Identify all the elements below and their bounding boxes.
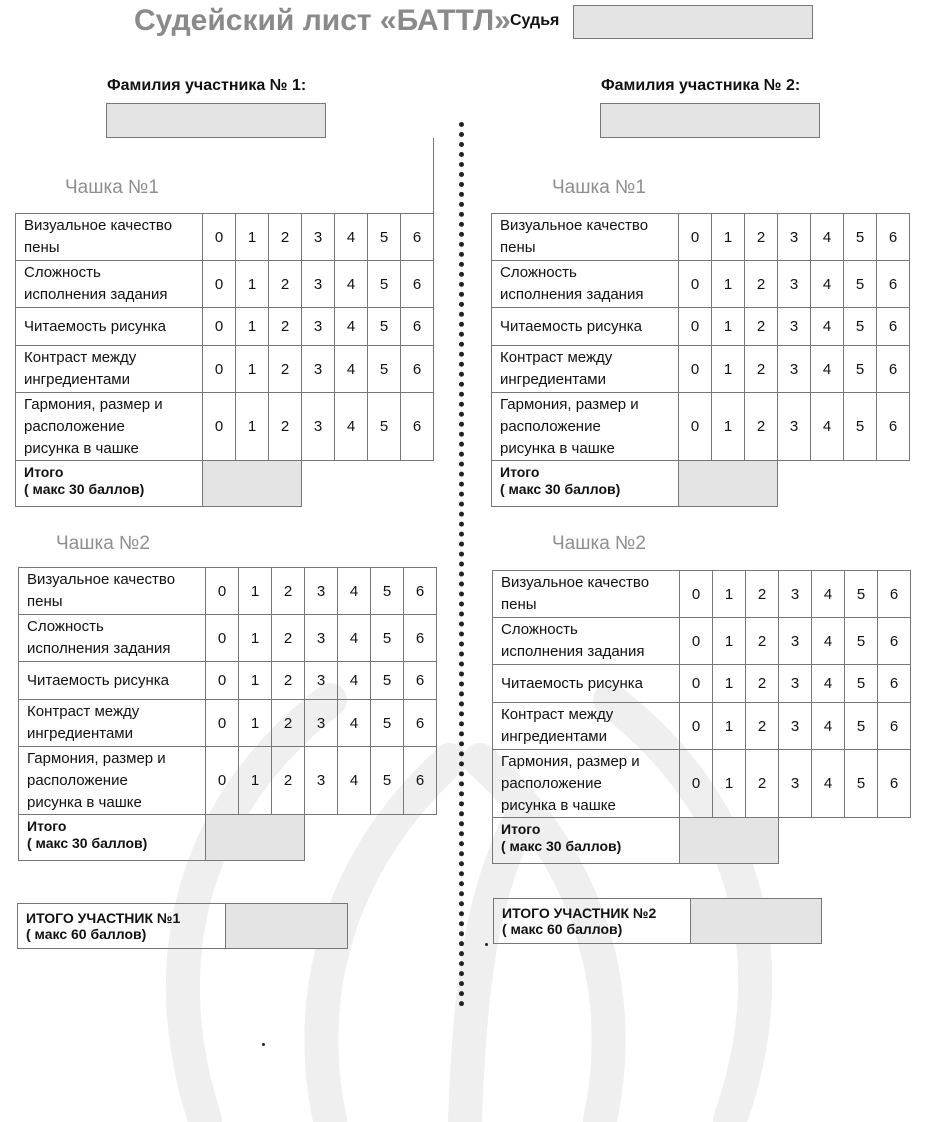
- criterion-label-line: исполнения задания: [24, 286, 168, 303]
- criterion-label-line: Гармония, размер и: [501, 752, 640, 770]
- score-option[interactable]: 4: [812, 703, 845, 750]
- score-option[interactable]: 1: [239, 747, 272, 815]
- criterion-row: [19, 662, 437, 700]
- score-option[interactable]: 2: [746, 750, 779, 818]
- criterion-label-line: пены: [27, 593, 63, 610]
- score-option[interactable]: 0: [679, 393, 712, 461]
- score-option[interactable]: 4: [811, 261, 844, 308]
- criterion-label: [19, 615, 206, 662]
- score-option[interactable]: 5: [844, 393, 877, 461]
- score-option[interactable]: 4: [335, 214, 368, 261]
- score-option[interactable]: 1: [713, 571, 746, 618]
- center-divider: [459, 122, 464, 1007]
- criterion-label-line: Визуальное качество: [24, 217, 173, 234]
- score-option[interactable]: 3: [305, 662, 338, 700]
- cup-total-row: [18, 815, 305, 861]
- score-option[interactable]: 3: [778, 346, 811, 393]
- score-option[interactable]: 3: [778, 214, 811, 261]
- criterion-label-line: Сложность: [501, 621, 578, 638]
- criterion-row: [19, 700, 437, 747]
- criterion-label-line: Контраст между: [500, 349, 613, 366]
- score-option[interactable]: 3: [305, 615, 338, 662]
- score-option[interactable]: 3: [302, 214, 335, 261]
- criterion-label: [19, 662, 206, 700]
- cup-title: Чашка №1: [65, 177, 159, 198]
- score-option[interactable]: 0: [206, 662, 239, 700]
- score-option[interactable]: 2: [269, 346, 302, 393]
- criterion-label-line: Читаемость рисунка: [501, 674, 644, 692]
- score-option[interactable]: 3: [778, 308, 811, 346]
- criterion-label: [493, 750, 680, 818]
- score-option[interactable]: 6: [401, 261, 434, 308]
- criterion-row: [493, 703, 911, 750]
- cup-title: Чашка №1: [552, 177, 646, 198]
- score-option[interactable]: 5: [371, 568, 404, 615]
- score-option[interactable]: 5: [371, 615, 404, 662]
- criterion-label-line: ингредиентами: [500, 371, 606, 388]
- criterion-label-line: Читаемость рисунка: [27, 671, 170, 689]
- criterion-row: [16, 261, 434, 308]
- score-option[interactable]: 1: [236, 214, 269, 261]
- score-option[interactable]: 2: [269, 393, 302, 461]
- score-option[interactable]: 0: [206, 747, 239, 815]
- score-option[interactable]: 6: [404, 615, 437, 662]
- score-table: [18, 567, 437, 815]
- score-option[interactable]: 3: [302, 346, 335, 393]
- score-option[interactable]: 2: [269, 261, 302, 308]
- criterion-label: [492, 346, 679, 393]
- stray-dot: [262, 1043, 265, 1046]
- criterion-row: [16, 214, 434, 261]
- score-option[interactable]: 5: [368, 346, 401, 393]
- cup-total-row: [492, 818, 779, 864]
- criterion-label: [16, 346, 203, 393]
- cup-total-label-cell: [19, 815, 206, 860]
- criterion-label: [493, 618, 680, 665]
- criterion-label-line: расположение: [24, 417, 125, 435]
- score-option[interactable]: 6: [401, 214, 434, 261]
- criterion-label: [16, 214, 203, 261]
- score-option[interactable]: 3: [302, 393, 335, 461]
- grand-total-participant-2: [493, 898, 822, 944]
- score-option[interactable]: 3: [305, 747, 338, 815]
- score-option[interactable]: 3: [779, 750, 812, 818]
- score-option[interactable]: 1: [713, 750, 746, 818]
- score-option[interactable]: 0: [680, 571, 713, 618]
- criterion-row: [492, 346, 910, 393]
- score-option[interactable]: 1: [712, 214, 745, 261]
- criterion-label-line: Гармония, размер и: [27, 749, 166, 767]
- score-option[interactable]: 6: [878, 750, 911, 818]
- score-option[interactable]: 3: [302, 308, 335, 346]
- score-option[interactable]: 4: [811, 308, 844, 346]
- score-option[interactable]: 5: [844, 261, 877, 308]
- criterion-label-line: ингредиентами: [24, 371, 130, 388]
- score-option[interactable]: 0: [203, 214, 236, 261]
- score-option[interactable]: 6: [404, 747, 437, 815]
- criterion-label-line: Визуальное качество: [500, 217, 649, 234]
- cup-total-label: Итого: [501, 821, 541, 837]
- grand-total-label: ИТОГО УЧАСТНИК №2: [502, 905, 657, 921]
- criterion-label: [493, 571, 680, 618]
- score-option[interactable]: 3: [779, 571, 812, 618]
- criterion-label-line: рисунка в чашке: [24, 439, 139, 457]
- score-option[interactable]: 0: [206, 568, 239, 615]
- score-option[interactable]: 4: [812, 618, 845, 665]
- criterion-row: [16, 308, 434, 346]
- participant-2-name-field[interactable]: [600, 103, 820, 138]
- criterion-label-line: Контраст между: [501, 706, 614, 723]
- criterion-label-line: исполнения задания: [500, 286, 644, 303]
- criterion-label-line: пены: [501, 596, 537, 613]
- score-option[interactable]: 5: [844, 308, 877, 346]
- score-option[interactable]: 0: [203, 393, 236, 461]
- cup-total-label-cell: [16, 461, 203, 506]
- score-option[interactable]: 2: [272, 700, 305, 747]
- criterion-row: [16, 346, 434, 393]
- criterion-label-line: расположение: [501, 774, 602, 792]
- criterion-row: [493, 750, 911, 818]
- cup-total-label-cell: [493, 818, 680, 863]
- score-option[interactable]: 4: [338, 700, 371, 747]
- participant-1-name-label: Фамилия участника № 1:: [107, 77, 307, 94]
- criterion-row: [19, 747, 437, 815]
- score-option[interactable]: 1: [713, 665, 746, 703]
- criterion-row: [492, 308, 910, 346]
- score-option[interactable]: 4: [335, 346, 368, 393]
- judge-field[interactable]: [573, 5, 813, 39]
- score-option[interactable]: 3: [778, 261, 811, 308]
- score-option[interactable]: 4: [338, 747, 371, 815]
- criterion-row: [19, 568, 437, 615]
- criterion-label-line: Читаемость рисунка: [500, 317, 643, 335]
- criterion-row: [16, 393, 434, 461]
- score-option[interactable]: 5: [844, 346, 877, 393]
- score-option[interactable]: 1: [239, 662, 272, 700]
- score-option[interactable]: 6: [401, 346, 434, 393]
- score-option[interactable]: 2: [745, 393, 778, 461]
- criterion-label-line: исполнения задания: [27, 640, 171, 657]
- score-option[interactable]: 1: [239, 568, 272, 615]
- criterion-row: [492, 261, 910, 308]
- score-option[interactable]: 2: [272, 615, 305, 662]
- criterion-label: [492, 308, 679, 346]
- grand-total-participant-1: [17, 903, 348, 949]
- score-option[interactable]: 4: [338, 662, 371, 700]
- score-option[interactable]: 2: [269, 308, 302, 346]
- score-option[interactable]: 3: [302, 261, 335, 308]
- score-option[interactable]: 0: [203, 308, 236, 346]
- score-option[interactable]: 6: [877, 214, 910, 261]
- score-option[interactable]: 4: [338, 615, 371, 662]
- criterion-label: [16, 261, 203, 308]
- score-option[interactable]: 0: [680, 665, 713, 703]
- cup-total-label-cell: [492, 461, 679, 506]
- score-option[interactable]: 1: [236, 393, 269, 461]
- criterion-label-line: расположение: [500, 417, 601, 435]
- criterion-label-line: исполнения задания: [501, 643, 645, 660]
- score-option[interactable]: 1: [713, 618, 746, 665]
- score-option[interactable]: 0: [206, 615, 239, 662]
- score-option[interactable]: 6: [878, 618, 911, 665]
- score-option[interactable]: 2: [745, 261, 778, 308]
- score-option[interactable]: 4: [811, 214, 844, 261]
- score-option[interactable]: 6: [404, 568, 437, 615]
- score-option[interactable]: 1: [713, 703, 746, 750]
- score-option[interactable]: 6: [404, 700, 437, 747]
- criterion-label: [493, 703, 680, 750]
- score-option[interactable]: 4: [811, 393, 844, 461]
- score-option[interactable]: 2: [272, 568, 305, 615]
- score-option[interactable]: 6: [404, 662, 437, 700]
- score-option[interactable]: 5: [845, 750, 878, 818]
- score-option[interactable]: 2: [746, 703, 779, 750]
- criterion-label: [16, 308, 203, 346]
- score-option[interactable]: 1: [712, 261, 745, 308]
- participant-2-name-label: Фамилия участника № 2:: [601, 77, 801, 94]
- score-option[interactable]: 6: [878, 665, 911, 703]
- score-option[interactable]: 0: [679, 308, 712, 346]
- judge-label: Судья: [510, 12, 560, 29]
- score-option[interactable]: 4: [812, 750, 845, 818]
- criterion-label: [19, 568, 206, 615]
- criterion-label-line: Сложность: [27, 618, 104, 635]
- score-option[interactable]: 4: [812, 571, 845, 618]
- score-option[interactable]: 6: [877, 308, 910, 346]
- score-option[interactable]: 5: [845, 618, 878, 665]
- criterion-label-line: Читаемость рисунка: [24, 317, 167, 335]
- score-option[interactable]: 2: [269, 214, 302, 261]
- score-option[interactable]: 6: [401, 393, 434, 461]
- criterion-label-line: рисунка в чашке: [500, 439, 615, 457]
- score-option[interactable]: 6: [877, 346, 910, 393]
- score-option[interactable]: 4: [811, 346, 844, 393]
- score-option[interactable]: 2: [746, 618, 779, 665]
- score-option[interactable]: 6: [877, 261, 910, 308]
- score-option[interactable]: 3: [779, 665, 812, 703]
- score-option[interactable]: 2: [272, 747, 305, 815]
- score-option[interactable]: 1: [239, 615, 272, 662]
- score-option[interactable]: 6: [878, 703, 911, 750]
- criterion-label: [19, 700, 206, 747]
- grand-total-max: ( макс 60 баллов): [502, 921, 623, 937]
- score-option[interactable]: 5: [371, 747, 404, 815]
- score-option[interactable]: 5: [844, 214, 877, 261]
- grand-total-field[interactable]: [691, 899, 821, 943]
- criterion-label-line: Гармония, размер и: [24, 395, 163, 413]
- criterion-label: [492, 393, 679, 461]
- criterion-label: [492, 214, 679, 261]
- cup-total-field[interactable]: [206, 815, 304, 860]
- score-option[interactable]: 2: [745, 346, 778, 393]
- criterion-label-line: Гармония, размер и: [500, 395, 639, 413]
- criterion-label: [493, 665, 680, 703]
- criterion-label-line: Контраст между: [27, 703, 140, 720]
- score-option[interactable]: 4: [338, 568, 371, 615]
- criterion-label-line: рисунка в чашке: [27, 793, 142, 811]
- criterion-row: [19, 615, 437, 662]
- score-option[interactable]: 0: [206, 700, 239, 747]
- score-option[interactable]: 0: [679, 261, 712, 308]
- score-option[interactable]: 5: [368, 393, 401, 461]
- score-option[interactable]: 5: [845, 703, 878, 750]
- cup-total-row: [491, 461, 778, 507]
- score-option[interactable]: 0: [203, 346, 236, 393]
- criterion-label-line: Контраст между: [24, 349, 137, 366]
- score-option[interactable]: 3: [779, 703, 812, 750]
- score-option[interactable]: 5: [845, 665, 878, 703]
- score-option[interactable]: 3: [305, 700, 338, 747]
- score-option[interactable]: 0: [680, 618, 713, 665]
- criterion-row: [493, 571, 911, 618]
- criterion-label: [492, 261, 679, 308]
- criterion-label-line: Визуальное качество: [27, 571, 176, 588]
- cup-total-max: ( макс 30 баллов): [24, 481, 145, 497]
- score-option[interactable]: 5: [368, 261, 401, 308]
- score-option[interactable]: 1: [712, 393, 745, 461]
- score-option[interactable]: 2: [746, 571, 779, 618]
- cup-total-row: [15, 461, 302, 507]
- score-option[interactable]: 0: [679, 214, 712, 261]
- score-option[interactable]: 1: [236, 346, 269, 393]
- stray-dot: [485, 943, 488, 946]
- score-option[interactable]: 2: [272, 662, 305, 700]
- criterion-row: [493, 665, 911, 703]
- cup-total-field[interactable]: [680, 818, 778, 863]
- score-option[interactable]: 2: [746, 665, 779, 703]
- score-option[interactable]: 0: [680, 750, 713, 818]
- criterion-label-line: ингредиентами: [27, 725, 133, 742]
- score-option[interactable]: 5: [371, 662, 404, 700]
- score-option[interactable]: 3: [305, 568, 338, 615]
- divider-line: [433, 138, 434, 214]
- score-option[interactable]: 1: [712, 308, 745, 346]
- grand-total-label: ИТОГО УЧАСТНИК №1: [26, 910, 181, 926]
- page-title: Судейский лист «БАТТЛ»: [134, 4, 511, 37]
- cup-title: Чашка №2: [552, 533, 646, 554]
- score-option[interactable]: 6: [877, 393, 910, 461]
- score-option[interactable]: 3: [778, 393, 811, 461]
- cup-total-field[interactable]: [679, 461, 777, 506]
- score-option[interactable]: 5: [368, 308, 401, 346]
- score-table: [492, 570, 911, 818]
- cup-total-max: ( макс 30 баллов): [501, 838, 622, 854]
- score-option[interactable]: 0: [203, 261, 236, 308]
- score-option[interactable]: 3: [779, 618, 812, 665]
- score-option[interactable]: 1: [236, 261, 269, 308]
- score-table: [491, 213, 910, 461]
- score-option[interactable]: 0: [680, 703, 713, 750]
- criterion-label-line: рисунка в чашке: [501, 796, 616, 814]
- criterion-label-line: Визуальное качество: [501, 574, 650, 591]
- participant-1-name-field[interactable]: [106, 103, 326, 138]
- cup-title: Чашка №2: [56, 533, 150, 554]
- score-option[interactable]: 0: [679, 346, 712, 393]
- cup-total-max: ( макс 30 баллов): [27, 835, 148, 851]
- criterion-row: [492, 393, 910, 461]
- score-option[interactable]: 1: [239, 700, 272, 747]
- cup-total-field[interactable]: [203, 461, 301, 506]
- score-option[interactable]: 4: [335, 261, 368, 308]
- score-table: [15, 213, 434, 461]
- grand-total-max: ( макс 60 баллов): [26, 926, 147, 942]
- score-option[interactable]: 6: [878, 571, 911, 618]
- score-option[interactable]: 6: [401, 308, 434, 346]
- criterion-row: [493, 618, 911, 665]
- grand-total-field[interactable]: [226, 904, 347, 948]
- score-option[interactable]: 5: [368, 214, 401, 261]
- score-option[interactable]: 1: [236, 308, 269, 346]
- score-option[interactable]: 2: [745, 214, 778, 261]
- score-option[interactable]: 4: [335, 393, 368, 461]
- score-option[interactable]: 4: [335, 308, 368, 346]
- criterion-label: [19, 747, 206, 815]
- criterion-label-line: ингредиентами: [501, 728, 607, 745]
- score-option[interactable]: 5: [845, 571, 878, 618]
- criterion-label-line: расположение: [27, 771, 128, 789]
- score-option[interactable]: 4: [812, 665, 845, 703]
- score-option[interactable]: 5: [371, 700, 404, 747]
- score-option[interactable]: 1: [712, 346, 745, 393]
- cup-total-label: Итого: [27, 818, 67, 834]
- criterion-label-line: Сложность: [500, 264, 577, 281]
- score-option[interactable]: 2: [745, 308, 778, 346]
- cup-total-max: ( макс 30 баллов): [500, 481, 621, 497]
- criterion-label-line: пены: [500, 239, 536, 256]
- cup-total-label: Итого: [500, 464, 540, 480]
- criterion-label-line: пены: [24, 239, 60, 256]
- cup-total-label: Итого: [24, 464, 64, 480]
- criterion-label: [16, 393, 203, 461]
- criterion-label-line: Сложность: [24, 264, 101, 281]
- criterion-row: [492, 214, 910, 261]
